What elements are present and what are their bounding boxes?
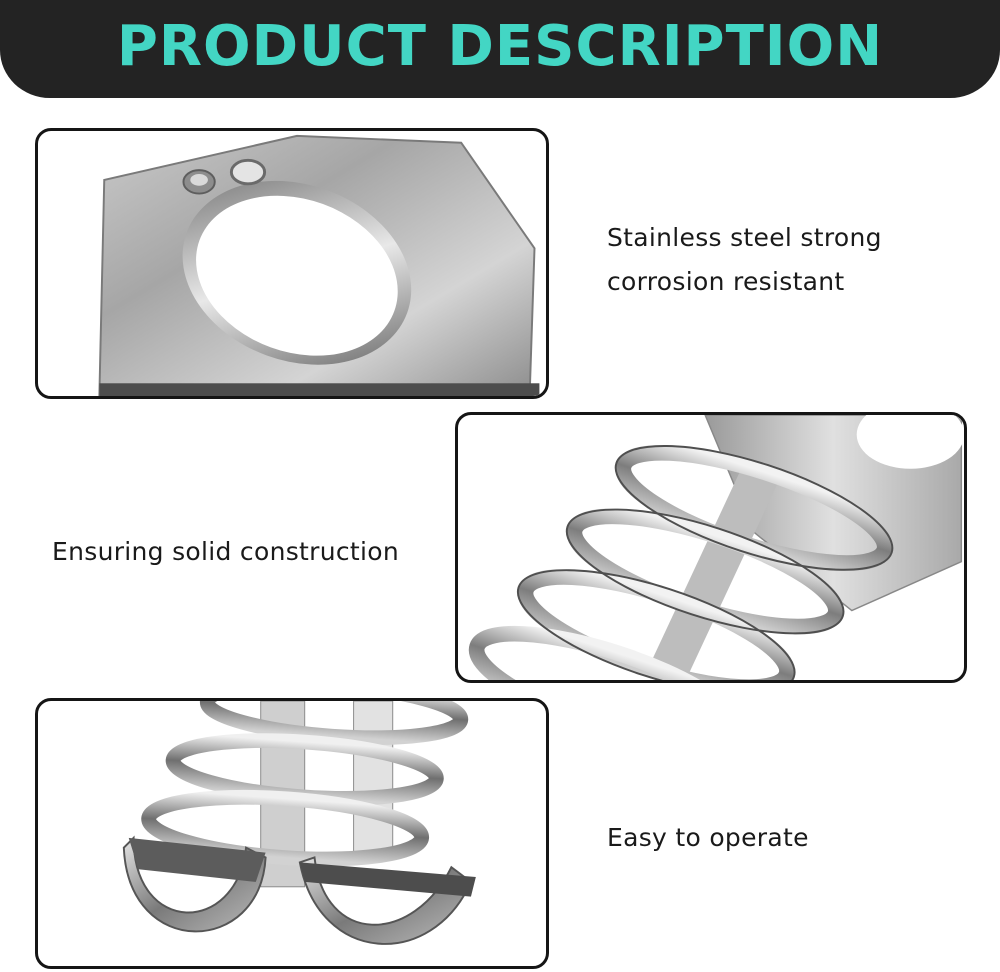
feature-caption-1: [607, 216, 882, 304]
feature-caption-line: Easy to operate: [607, 823, 809, 852]
feature-caption-line: Ensuring solid construction: [52, 537, 399, 566]
feature-caption-line: corrosion resistant: [607, 267, 845, 296]
header-banner: [0, 0, 1000, 98]
spring-coil-closeup-image: [458, 415, 964, 680]
feature-image-panel-3: [35, 698, 549, 969]
page-title: PRODUCT DESCRIPTION: [116, 13, 884, 79]
feature-caption-line: Stainless steel strong: [607, 223, 882, 252]
feature-image-panel-2: [455, 412, 967, 683]
feature-caption-3: [607, 816, 809, 860]
spring-clip-base-image: [38, 701, 546, 966]
steel-plate-closeup-image: [38, 131, 546, 396]
feature-image-panel-1: [35, 128, 549, 399]
feature-caption-2: [52, 530, 399, 574]
